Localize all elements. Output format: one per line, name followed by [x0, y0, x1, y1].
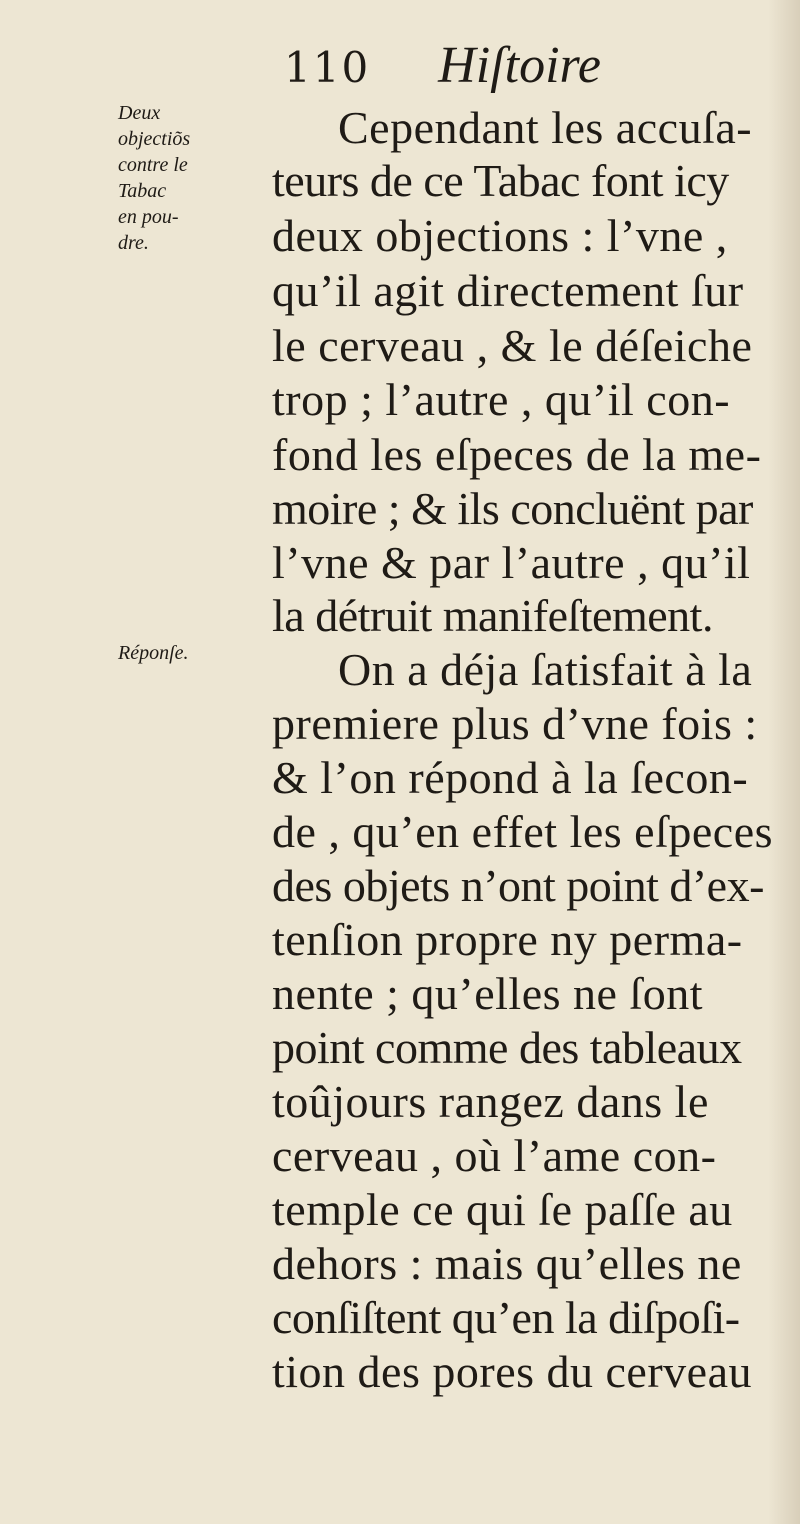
text-line: trop ; l’autre , qu’il con-: [272, 374, 731, 425]
text-line: nente ; qu’elles ne ſont: [272, 968, 703, 1019]
margin-note-response: [118, 640, 248, 666]
text-line: temple ce qui ſe paſſe au: [272, 1184, 733, 1235]
text-line: l’vne & par l’autre , qu’il: [272, 537, 751, 588]
margin-note-line: Réponſe.: [118, 642, 189, 664]
text-line: & l’on répond à la ſecon-: [272, 752, 749, 803]
text-line: de , qu’en effet les eſpeces: [272, 806, 774, 857]
text-line: conſiſtent qu’en la diſpoſi-: [272, 1292, 740, 1343]
text-line: teurs de ce Tabac font icy: [272, 155, 729, 206]
margin-note-line: objectiõs: [118, 128, 191, 150]
text-line: cerveau , où l’ame con-: [272, 1130, 717, 1181]
text-line: premiere plus d’vne fois :: [272, 698, 758, 749]
text-line: fond les eſpeces de la me-: [272, 429, 762, 480]
margin-note-line: Deux: [118, 102, 161, 124]
text-line: tion des pores du cerveau: [272, 1346, 753, 1397]
running-head: [284, 36, 704, 96]
text-line: toûjours rangez dans le: [272, 1076, 709, 1127]
text-line: moire ; & ils concluënt par: [272, 483, 753, 534]
text-line: la détruit manifeſtement.: [272, 590, 713, 641]
margin-note-line: Tabac: [118, 180, 167, 202]
text-line: des objets n’ont point d’ex-: [272, 860, 764, 911]
text-line: On a déja ſatisfait à la: [338, 644, 753, 695]
text-line: point comme des tableaux: [272, 1022, 742, 1073]
text-line: dehors : mais qu’elles ne: [272, 1238, 742, 1289]
text-line: Cependant les accuſa-: [338, 102, 753, 153]
margin-note-line: dre.: [118, 232, 149, 254]
text-line: qu’il agit directement ſur: [272, 265, 744, 316]
margin-note-line: en pou-: [118, 206, 179, 228]
text-line: tenſion propre ny perma-: [272, 914, 743, 965]
margin-note-line: contre le: [118, 154, 188, 176]
margin-note-objections: [118, 100, 248, 256]
running-title: Hiſtoire: [438, 37, 601, 94]
text-line: le cerveau , & le déſeiche: [272, 320, 753, 371]
page-number: 110: [284, 43, 371, 92]
text-line: deux objections : l’vne ,: [272, 210, 728, 261]
